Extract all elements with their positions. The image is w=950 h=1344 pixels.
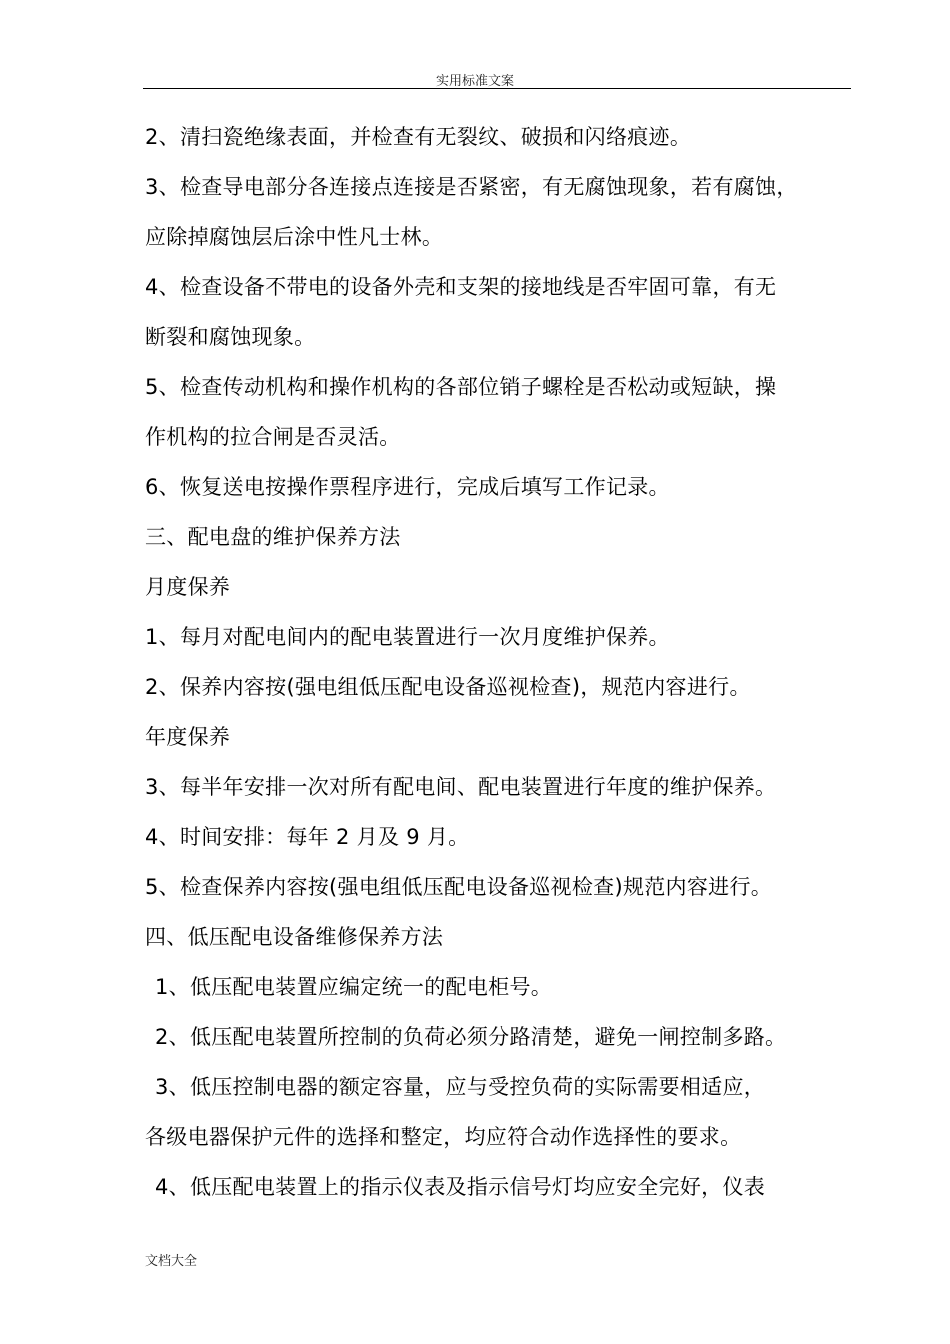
page-footer-label: 文档大全 [145, 1254, 198, 1269]
paragraph-line: 6、恢复送电按操作票程序进行，完成后填写工作记录。 [145, 475, 670, 499]
paragraph-line: 3、检查导电部分各连接点连接是否紧密，有无腐蚀现象，若有腐蚀， [145, 175, 798, 199]
paragraph-line: 3、低压控制电器的额定容量，应与受控负荷的实际需要相适应， [155, 1075, 766, 1099]
paragraph-line: 应除掉腐蚀层后涂中性凡士林。 [145, 225, 444, 249]
subsection-heading: 年度保养 [145, 725, 231, 749]
paragraph-line: 2、保养内容按(强电组低压配电设备巡视检查)，规范内容进行。 [145, 675, 751, 699]
paragraph-line: 断裂和腐蚀现象。 [145, 325, 316, 349]
paragraph-line: 5、检查保养内容按(强电组低压配电设备巡视检查)规范内容进行。 [145, 875, 773, 899]
paragraph-line: 2、清扫瓷绝缘表面，并检查有无裂纹、破损和闪络痕迹。 [145, 125, 692, 149]
paragraph-line: 各级电器保护元件的选择和整定，均应符合动作选择性的要求。 [145, 1125, 742, 1149]
paragraph-line: 1、低压配电装置应编定统一的配电柜号。 [155, 975, 553, 999]
document-body [145, 112, 851, 1212]
paragraph-line: 4、检查设备不带电的设备外壳和支架的接地线是否牢固可靠，有无 [145, 275, 777, 299]
paragraph-line: 作机构的拉合闸是否灵活。 [145, 425, 401, 449]
paragraph-line: 4、时间安排：每年 2 月及 9 月。 [145, 825, 470, 849]
paragraph-line: 5、检查传动机构和操作机构的各部位销子螺栓是否松动或短缺，操 [145, 375, 777, 399]
subsection-heading: 月度保养 [145, 575, 231, 599]
paragraph-line: 2、低压配电装置所控制的负荷必须分路清楚，避免一闸控制多路。 [155, 1025, 787, 1049]
paragraph-line: 4、低压配电装置上的指示仪表及指示信号灯均应安全完好，仪表 [155, 1175, 766, 1199]
section-heading: 三、配电盘的维护保养方法 [145, 525, 401, 549]
paragraph-line: 3、每半年安排一次对所有配电间、配电装置进行年度的维护保养。 [145, 775, 777, 799]
paragraph-line: 1、每月对配电间内的配电装置进行一次月度维护保养。 [145, 625, 670, 649]
page-header-title: 实用标准文案 [435, 74, 514, 89]
section-heading: 四、低压配电设备维修保养方法 [145, 925, 444, 949]
header-divider [143, 88, 851, 89]
